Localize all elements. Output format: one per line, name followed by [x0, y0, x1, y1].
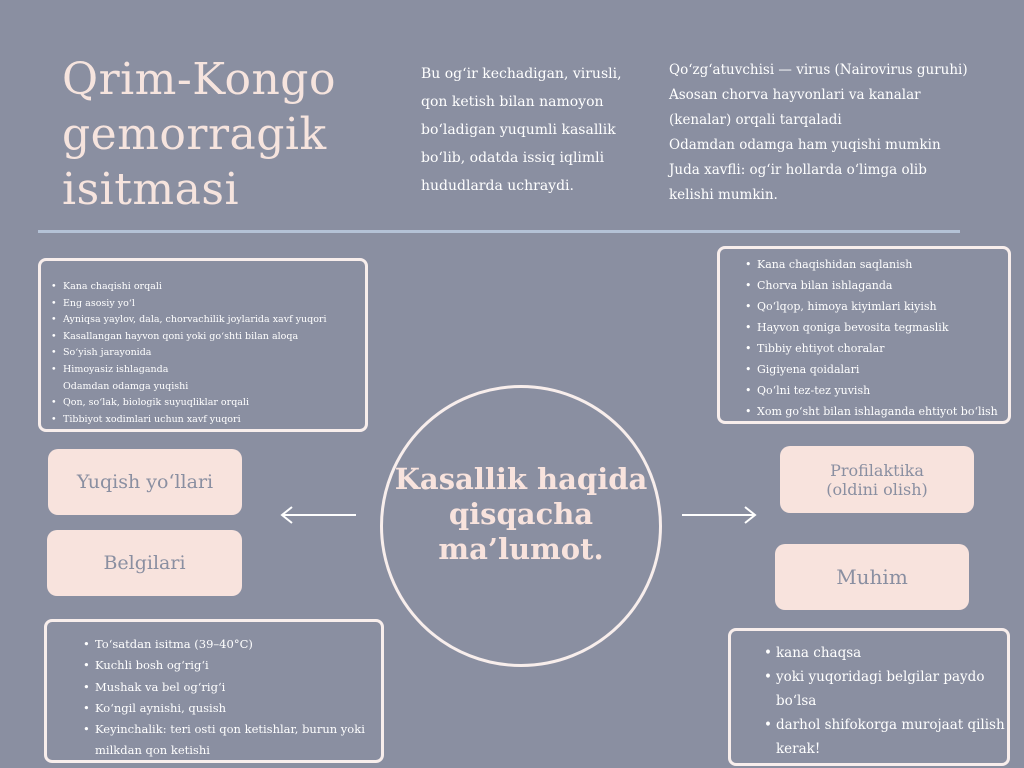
page-title	[62, 52, 392, 217]
list-item: • Tibbiy ehtiyot choralar	[757, 338, 1008, 359]
center-line-3: ma’lumot.	[438, 532, 604, 566]
center-line-1: Kasallik haqida	[394, 462, 648, 496]
fact-line: (kenalar) orqali tarqaladi	[669, 112, 842, 128]
center-line-2: qisqacha	[448, 497, 594, 531]
transmission-label: Yuqish yo‘llari	[48, 449, 242, 515]
list-item: • Qo‘lqop, himoya kiyimlari kiyish	[757, 296, 1008, 317]
fact-line: Qo‘zg‘atuvchisi — virus (Nairovirus guruhi)	[669, 62, 968, 78]
left-arrow-icon	[278, 504, 360, 526]
list-item: kerak!	[776, 741, 821, 757]
intro-text: Bu og‘ir kechadigan, virusli, qon ketish bilan namoyon bo‘ladigan yuqumli kasallik bo‘lib, odatda issiq iqlimli hududlarda uchraydi.	[421, 66, 622, 194]
list-item: • Kana chaqishi orqali	[63, 279, 365, 296]
facts-block	[669, 58, 989, 208]
symptoms-label: Belgilari	[47, 530, 242, 596]
list-item: • Xom go‘sht bilan ishlaganda ehtiyot bo‘lish	[757, 401, 1008, 422]
list-item: • Kasallangan hayvon qoni yoki go‘shti bilan aloqa	[63, 329, 365, 346]
list-item: • Ayniqsa yaylov, dala, chorvachilik joylarida xavf yuqori	[63, 312, 365, 329]
list-item: • Qo‘lni tez-tez yuvish	[757, 380, 1008, 401]
list-item: • Gigiyena qoidalari	[757, 359, 1008, 380]
list-item: • Tibbiyot xodimlari uchun xavf yuqori	[63, 412, 365, 429]
list-item: • Kana chaqishidan saqlanish	[757, 254, 1008, 275]
list-item: • Himoyasiz ishlaganda	[63, 362, 365, 379]
transmission-details-box	[38, 258, 368, 432]
list-item: • Eng asosiy yo‘l	[63, 296, 365, 313]
important-details-box	[728, 628, 1010, 766]
list-item: • Kuchli bosh og‘rig‘i	[95, 655, 381, 676]
list-item: • So‘yish jarayonida	[63, 345, 365, 362]
list-item: milkdan qon ketishi	[95, 743, 210, 758]
fact-line: Juda xavfli: og‘ir hollarda o‘limga olib	[669, 162, 927, 178]
header-divider	[38, 230, 960, 233]
list-item: • darhol shifokorga murojaat qilish	[776, 713, 1007, 737]
list-item: • kana chaqsa	[776, 641, 1007, 665]
important-label: Muhim	[775, 544, 969, 610]
fact-line: Odamdan odamga ham yuqishi mumkin	[669, 137, 941, 153]
list-item: • Ko‘ngil aynishi, qusish	[95, 698, 381, 719]
title-line-1: Qrim-Kongo	[62, 54, 336, 105]
list-item: • Chorva bilan ishlaganda	[757, 275, 1008, 296]
title-line-3: isitmasi	[62, 164, 240, 215]
list-item: • yoki yuqoridagi belgilar paydo	[776, 665, 1007, 689]
right-arrow-icon	[678, 504, 760, 526]
symptoms-details-box	[44, 619, 384, 763]
prevention-details-box	[717, 246, 1011, 424]
list-item: • Hayvon qoniga bevosita tegmaslik	[757, 317, 1008, 338]
prevention-label-line-1: Profilaktika	[830, 460, 924, 480]
list-item: • Qon, so‘lak, biologik suyuqliklar orqali	[63, 395, 365, 412]
list-item: • Mushak va bel og‘rig‘i	[95, 677, 381, 698]
list-item: Odamdan odamga yuqishi	[63, 380, 189, 392]
prevention-label	[780, 446, 974, 513]
fact-line: kelishi mumkin.	[669, 187, 778, 203]
list-item: • Keyinchalik: teri osti qon ketishlar, burun yoki	[95, 719, 381, 740]
fact-line: Asosan chorva hayvonlari va kanalar	[669, 87, 921, 103]
list-item: • To‘satdan isitma (39–40°C)	[95, 634, 381, 655]
title-line-2: gemorragik	[62, 109, 327, 160]
list-item: bo‘lsa	[776, 693, 817, 709]
prevention-label-line-2: (oldini olish)	[826, 479, 928, 499]
center-title	[380, 462, 662, 567]
